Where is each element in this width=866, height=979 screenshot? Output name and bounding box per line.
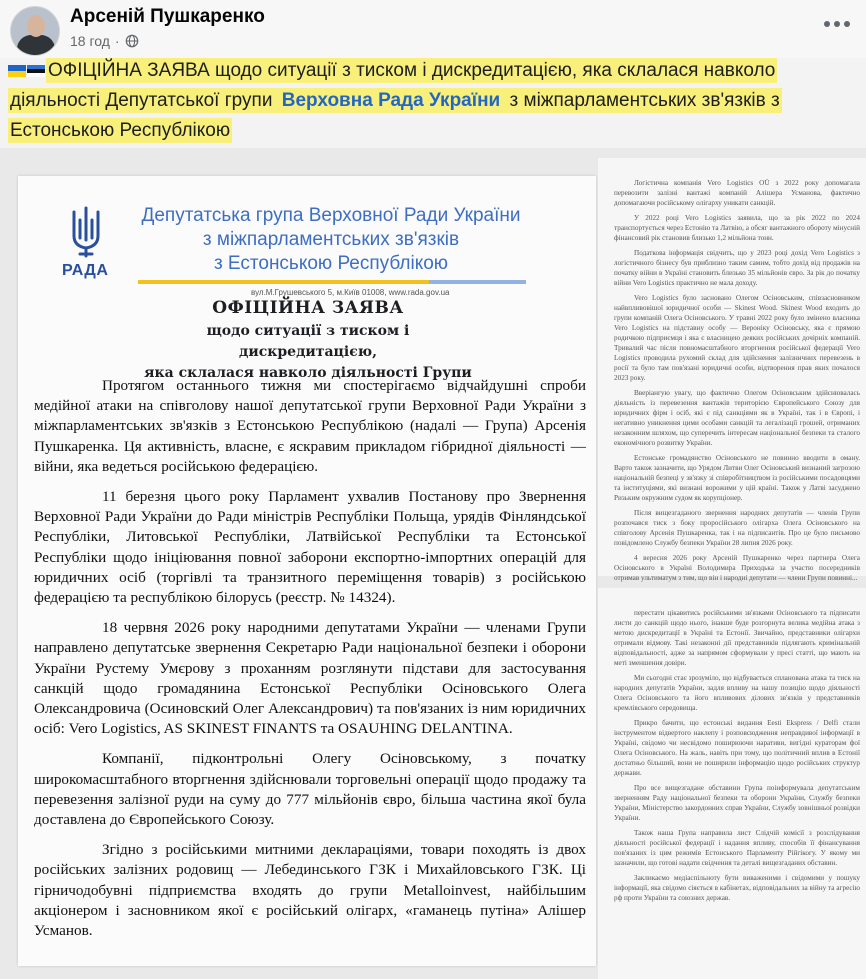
side-paragraph: 4 вересня 2026 року Арсеній Пушкаренко через партнера Олега Осіновського в Україні Володимира Приходька за участю посередників отримав ультиматум з тим, що він і народні депутати — члени Групи повинні...	[614, 554, 860, 582]
rada-logo-label: РАДА	[62, 262, 109, 279]
document-subtitle-2: яка склалася навколо діяльності Групи	[144, 365, 472, 381]
document-subtitle-1: щодо ситуації з тиском і дискредитацією,	[206, 323, 410, 360]
post-meta	[70, 33, 139, 49]
side-paragraph: Естонське громадянство Осіновського не повинно вводити в оману. Варто також зазначити, що Урядом Литви Олег Осіновський визнаний загрозою національній безпеці у зв'язку зі співробітництвом із російськими посадовцями та інституціями, які визнані ворожими у цій країні. Також у Латві засуджено Ризьким окружним судом як корупціонер.	[614, 454, 860, 502]
document-paragraph: Згідно з російськими митними деклараціями, товари походять із двох російських залізних родовищ — Лебединського ГЗК і Михайловського ГЗК. Ці гірничодобувні підприємства входять до групи Metalloinvest, найбільшим акціонером і засновником якої є російський олігарх, «гаманець путіна» Алішер Усманов.	[34, 841, 586, 940]
document-heading	[138, 298, 478, 384]
side-paragraph: Вверіангую увагу, що фактично Олегом Осіновським здійснювалась діяльність із перевезення вантажів територією Європейського Союзу для юридичних фірм і осіб, які є під санкціями як в Україні, так і в Європі, і негативно уникнення цими особами санкцій та легалізації грошей, отриманих незаконним шляхом, що суперечить інтересам національної безпеки та сталого економічного розвитку України.	[614, 389, 860, 447]
letterhead-line-1: Депутатська група Верховної Ради України	[141, 205, 521, 226]
author-name[interactable]: Арсеній Пушкаренко	[70, 6, 265, 27]
page-tag-link[interactable]: Верховна Рада України	[281, 90, 501, 111]
side-paragraph: Ми сьогодні стає зрозуміло, що відбувається спланована атака та тиск на народних депутатів України, задля впливу на нашу позицію щодо діяльності Олега Осіновського та його впливових ділових зв'язків у представників кремлівського середовища.	[614, 674, 860, 712]
globe-icon	[125, 34, 139, 48]
document-paragraph: Компанії, підконтрольні Олегу Осіновському, з початку широкомасштабного вторгнення здійснювали торговельні операції щодо продажу та перевезення залізної руди на суму до 777 мільйонів євро, більша частина якої була доставлена до Європейського Союзу.	[34, 750, 586, 829]
side-paragraph: Vero Logistics було засновано Олегом Осіновським, співзасновником найвпливовішої юридичної особи — Skinest Wood. Skinest Wood входить до групи компаній Олега Осіновського. У травні 2022 року було змінено власника Vero Logistics на підставну особу — Вероніку Осіновську, яка є прямою родичкою підприємця і яка є власницею деяких російських дочірніх компаній. Тривалий час після повномасштабного вторгнення російської федерації Vero Logistics проводила рухомий склад для здійснення залізничних перевезень в росії та було там пов'язані юридичні особи, відтворення прав яких почалося 2023 року.	[614, 294, 860, 382]
document-page-main	[18, 176, 596, 966]
letterhead-line-3: з Естонською Республікою	[213, 253, 449, 274]
document-paragraph: 11 березня цього року Парламент ухвалив Постанову про Звернення Верховної Ради України до Ради міністрів Республіки Польща, урядів Фінляндської Республіки, Литовської Республіки, Латвійської Республіки та Естонської Республіки щодо ініціювання повної заборони експортно-імпортних операцій для юридичних осіб (торгівлі та транзитного переміщення товарів) з російською федерацією та республікою білорусь (реєстр. № 14324).	[34, 488, 586, 607]
author-avatar[interactable]	[10, 6, 60, 56]
side-page-1-text	[614, 178, 860, 588]
side-paragraph: Після вищезгаданого звернення народних депутатів — членів Групи розпочався тиск з боку проросійського олігарха Олега Осіновського на співголову Арсенія Пушкаренка, так і на підписантів. Про це було письмово повідомлено Службу безпеки України 28 липня 2026 року.	[614, 509, 860, 547]
side-paragraph: перестати цікавитись російськими зв'язками Осіновського та підписати листи до санкцій щодо нього, інакше буде розгорнута велика медійна атака з метою дискредитації в Україні та Естонії. Звичайно, представники олігархи отримали відмову. Такі незаконні дії представників підлягають кримінальній відповідальності, адже за напрямом сформували у пресі статті, що мають на меті зменшення довіри.	[614, 609, 860, 667]
meta-separator: ·	[114, 33, 120, 49]
estonia-flag-icon	[27, 65, 45, 77]
document-paragraph: 18 червня 2026 року народними депутатами України — членами Групи направлено депутатське звернення Секретарю Ради національної безпеки і оборони України Рустему Умєрову з проханням розглянути підстави для застосування санкцій щодо громадянина Естонської Республіки Осіновського Олега Олександровича (Осиновский Олег Александрович) та пов'язаних із ним юридичних осіб: Vero Logistics, AS SKINEST FINANTS та OSAUHING DELANTINA.	[34, 619, 586, 738]
document-page-side-1	[598, 158, 866, 582]
document-paragraph: Протягом останнього тижня ми спостерігаємо відчайдушні спроби медійної атаки на співголову нашої депутатської групи Верховної Ради України з міжпарламентських зв'язків з Естонською Республікою (надалі — Група) Арсенія Пушкаренка. Ця активність, власне, є яскравим прикладом гібридної діяльності — війни, яка ведеться російською федерацією.	[34, 377, 586, 475]
document-title: ОФІЦІЙНА ЗАЯВА	[212, 298, 404, 318]
side-paragraph: Прикро бачити, що естонські видання Eesti Ekspress / Delfi стали інструментом відвертого наклепу і розповсюдження неправдивої інформації в Україні, свідомо чи несвідомо поширюючи наративи, вигідні кураторам фої Олега Осіновського. На жаль, навіть при тому, що політичний вплив в Естонії достатньо більший, вони не поширили інформацію щодо російських структур держави.	[614, 719, 860, 777]
trident-icon	[66, 206, 106, 258]
post-time[interactable]: 18 год	[70, 33, 110, 49]
more-options-icon[interactable]	[822, 14, 852, 34]
letterhead-address: вул.М.Грушевського 5, м.Київ 01008, www.rada.gov.ua	[251, 288, 450, 297]
side-paragraph: Закликаємо медіаспільноту бути виваженими і свідомими у пошуку інформації, яка свідомо сіяється в кабінетах, відповідальних за війну та агресію рф проти України та союзних держав.	[614, 874, 860, 902]
headline-text-start: ОФІЦІЙНА ЗАЯВА щодо ситуації з тиском і дискредитацією, яка склалася навколо діяльності Депутатської групи	[10, 60, 776, 111]
letterhead	[62, 204, 526, 297]
side-paragraph: Податкова інформація свідчить, що у 2023 році дохід Vero Logistics з логістичного бізнесу був приблизно таким самим, тобто дохід від продажів на початку війни в Україні становить близько 35 мільйонів євро. За рік до початку війни Vero Logistics практично не мала доходу.	[614, 249, 860, 287]
post-header	[0, 0, 866, 58]
post-image[interactable]	[0, 148, 866, 979]
document-page-side-2	[598, 588, 866, 979]
side-page-2-text	[614, 608, 860, 908]
letterhead-title	[136, 204, 526, 276]
document-body	[34, 376, 586, 951]
side-paragraph: Про все вищезгадане обставини Група поінформувала депутатським зверненням Раду національної безпеки та оборони України, Службу безпеки України, Міністерство закордонних справ України, Службу зовнішньої розвідки України.	[614, 784, 860, 822]
letterhead-line-2: з міжпарламентських зв'язків	[202, 229, 460, 250]
side-paragraph: Логістична компанія Vero Logistics OÜ з 2022 року допомагала перевозити залізні вантажі компаній Алішера Усманова, фактично допомагаючи російському олігарху уникати санкцій.	[614, 179, 860, 207]
side-paragraph: Також наша Група направила лист Слідчій комісії з розслідування діяльності російської федерації і надання впливу, способів її фінансування пов'язаних із цим режимів Естонського Парламенту Рійгікогу. У якому ми зазначили, що готові надати свідчення та деталі вищезгаданих обставин.	[614, 829, 860, 867]
ukraine-flag-icon	[8, 65, 26, 77]
side-paragraph: У 2022 році Vero Logistics заявила, що за рік 2022 по 2024 транспортується через Естонію та Латвію, а обсяг вантажного обороту мінусній фінансовий рік становив близько 1,2 мільйона тонн.	[614, 214, 860, 242]
headline-text-end: з міжпарламентських зв'язків з Естонською Республікою	[10, 90, 780, 141]
letterhead-divider	[138, 280, 526, 284]
post-headline	[8, 56, 864, 146]
